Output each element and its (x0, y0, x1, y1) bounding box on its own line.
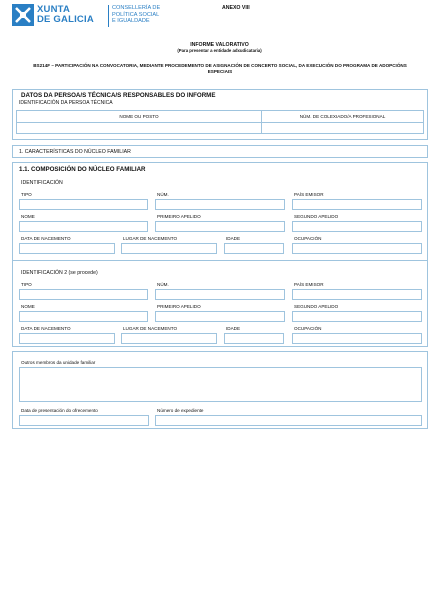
label-other-members: Outros membros da unidade familiar (21, 360, 96, 365)
label-ocupacion-1: OCUPACIÓN (294, 236, 322, 241)
annex-label: ANEXO VIII (222, 5, 250, 11)
identification-1-title: IDENTIFICACIÓN (21, 180, 63, 186)
label-presentation-date: Data de presentación do ofrecemento (21, 408, 98, 413)
label-nome-2: NOME (21, 304, 35, 309)
other-members-section (12, 351, 428, 429)
label-num-2: NÚM. (157, 282, 169, 287)
ocupacion-field-2[interactable] (292, 333, 422, 344)
logo-main-text: XUNTA DE GALICIA (37, 4, 94, 25)
tech-number-column (261, 110, 424, 134)
xunta-logo (12, 4, 162, 30)
label-idade-2: IDADE (226, 326, 241, 331)
nome-field-2[interactable] (19, 311, 148, 322)
data-nac-field-2[interactable] (19, 333, 115, 344)
tech-section-subtitle: IDENTIFICACIÓN DA PERSOA TÉCNICA (19, 100, 113, 106)
nome-field-1[interactable] (19, 221, 148, 232)
lugar-nac-field-2[interactable] (121, 333, 217, 344)
tipo-field-2[interactable] (19, 289, 148, 300)
idade-field-2[interactable] (224, 333, 284, 344)
file-number-field[interactable] (155, 415, 422, 426)
label-tipo-1: TIPO (21, 192, 32, 197)
label-idade-1: IDADE (226, 236, 241, 241)
section-1-header (12, 145, 428, 158)
pais-field-2[interactable] (292, 289, 422, 300)
lugar-nac-field-1[interactable] (121, 243, 217, 254)
tech-section (12, 89, 428, 140)
other-members-field[interactable] (19, 367, 422, 402)
logo-department-text: CONSELLERÍA DE POLÍTICA SOCIAL E IGUALDADE (112, 5, 161, 25)
data-nac-field-1[interactable] (19, 243, 115, 254)
label-tipo-2: TIPO (21, 282, 32, 287)
xunta-emblem-icon (12, 4, 34, 26)
tech-name-field[interactable] (16, 122, 262, 134)
section-1-1 (12, 162, 428, 347)
document-subtitle: (Para presentar a entidade adxudicataria) (177, 48, 262, 53)
tech-name-header: NOME OU POSTO (119, 114, 159, 119)
label-pais-2: PAÍS EMISOR (294, 282, 324, 287)
section-1-1-title: 1.1. COMPOSICIÓN DO NÚCLEO FAMILIAR (19, 166, 146, 173)
label-lugar-nac-1: LUGAR DE NACEMENTO (123, 236, 178, 241)
label-file-number: Número de expediente (157, 408, 204, 413)
num-field-1[interactable] (155, 199, 285, 210)
apelido1-field-2[interactable] (155, 311, 285, 322)
label-num-1: NÚM. (157, 192, 169, 197)
tech-name-column (16, 110, 262, 134)
document-title: INFORME VALORATIVO (190, 42, 249, 48)
label-apelido1-1: PRIMEIRO APELIDO (157, 214, 201, 219)
label-apelido1-2: PRIMEIRO APELIDO (157, 304, 201, 309)
tech-number-field[interactable] (261, 122, 424, 134)
logo-divider (108, 5, 109, 27)
presentation-date-field[interactable] (19, 415, 149, 426)
label-data-nac-1: DATA DE NACEMENTO (21, 236, 71, 241)
apelido2-field-2[interactable] (292, 311, 422, 322)
apelido2-field-1[interactable] (292, 221, 422, 232)
label-apelido2-1: SEGUNDO APELIDO (294, 214, 339, 219)
label-ocupacion-2: OCUPACIÓN (294, 326, 322, 331)
label-nome-1: NOME (21, 214, 35, 219)
tech-section-title: DATOS DA PERSOA/S TÉCNICA/S RESPONSABLES DO INFORME (21, 92, 216, 99)
label-pais-1: PAÍS EMISOR (294, 192, 324, 197)
label-lugar-nac-2: LUGAR DE NACEMENTO (123, 326, 178, 331)
section-1-title: 1. CARACTERÍSTICAS DO NÚCLEO FAMILIAR (19, 149, 131, 155)
identification-2-title: IDENTIFICACIÓN 2 (se procede) (21, 270, 98, 276)
num-field-2[interactable] (155, 289, 285, 300)
tipo-field-1[interactable] (19, 199, 148, 210)
apelido1-field-1[interactable] (155, 221, 285, 232)
label-apelido2-2: SEGUNDO APELIDO (294, 304, 339, 309)
tech-number-header: NÚM. DE COLEXIADO/A PROFESIONAL (299, 114, 386, 119)
idade-field-1[interactable] (224, 243, 284, 254)
ocupacion-field-1[interactable] (292, 243, 422, 254)
identification-divider (13, 260, 427, 261)
pais-field-1[interactable] (292, 199, 422, 210)
procedure-title: BS214F – PARTICIPACIÓN NA CONVOCATORIA, MEDIANTE PROCEDEMENTO DE ASIGNACIÓN DE CONCERTO SOCIAL, DA EXECUCIÓN DO PROGRAMA DE ADOPCIÓNS ESPECIAIS (33, 63, 407, 74)
label-data-nac-2: DATA DE NACEMENTO (21, 326, 71, 331)
